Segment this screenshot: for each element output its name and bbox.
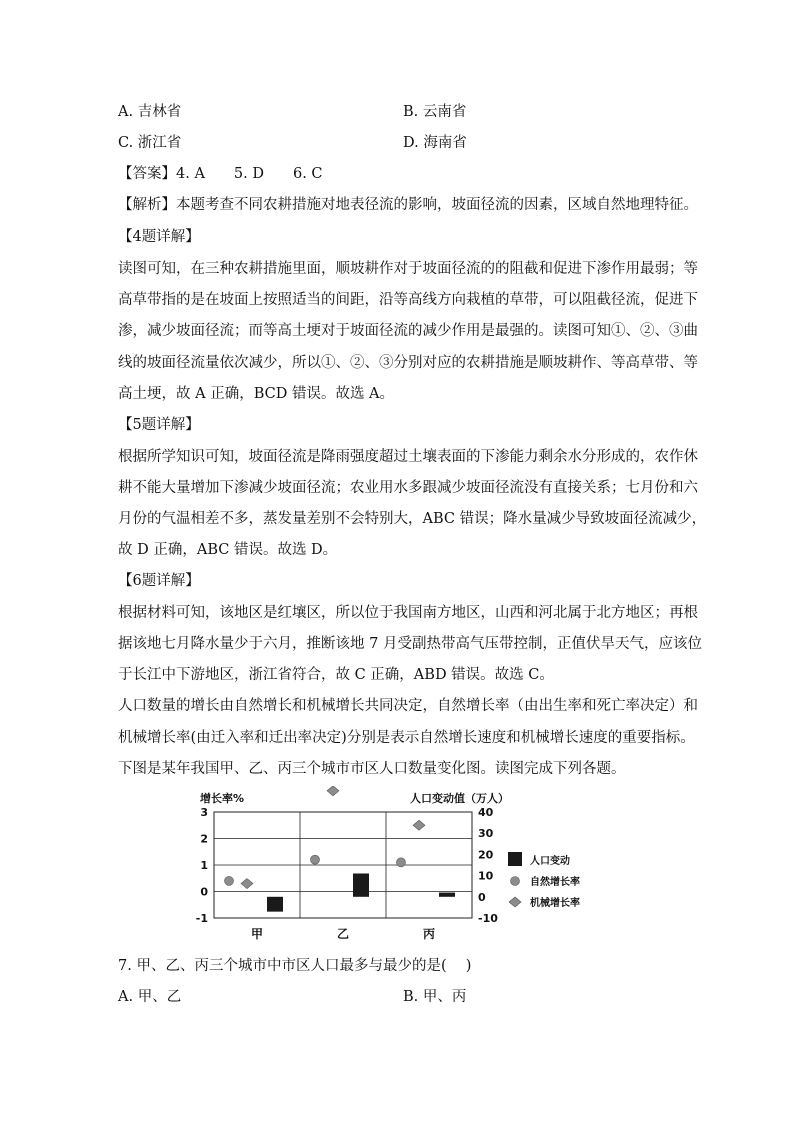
option-d: D. 海南省 xyxy=(403,135,467,151)
intro-line: 机械增长率(由迁入率和迁出率决定)分别是表示自然增长速度和机械增长速度的重要指标。 xyxy=(118,730,695,746)
q5-line: 根据所学知识可知，坡面径流是降雨强度超过土壤表面的下渗能力剩余水分形成的，农作休 xyxy=(118,449,698,465)
bar-population-change xyxy=(267,897,283,912)
left-tick-label: 1 xyxy=(200,859,208,872)
option-a: A. 吉林省 xyxy=(118,104,182,120)
q5-line: 耕不能大量增加下渗减少坡面径流；农业用水多跟减少坡面径流没有直接关系；七月份和六 xyxy=(118,480,698,496)
point-mechanical-growth xyxy=(413,820,425,830)
intro-line: 下图是某年我国甲、乙、丙三个城市市区人口数量变化图。读图完成下列各题。 xyxy=(118,761,626,777)
q5-line: 故 D 正确，ABC 错误。故选 D。 xyxy=(118,542,338,558)
legend-circle-swatch xyxy=(511,877,520,886)
point-natural-growth xyxy=(225,876,234,885)
right-tick-label: 10 xyxy=(478,869,494,883)
option-c: C. 浙江省 xyxy=(118,135,182,151)
right-tick-label: 30 xyxy=(478,827,494,841)
q7-option-b: B. 甲、丙 xyxy=(403,989,467,1005)
intro-line: 人口数量的增长由自然增长和机械增长共同决定，自然增长率（由出生率和死亡率决定）和 xyxy=(118,698,698,714)
right-tick-label: -10 xyxy=(478,912,498,925)
point-natural-growth xyxy=(397,858,406,867)
right-axis-label: 人口变动值（万人） xyxy=(410,792,509,805)
category-label: 乙 xyxy=(336,927,350,941)
q5-line: 月份的气温相差不多，蒸发量差别不会特别大，ABC 错误；降水量减少导致坡面径流减少， xyxy=(118,511,707,527)
category-label: 甲 xyxy=(250,927,264,941)
left-tick-label: 2 xyxy=(200,832,208,846)
legend-bar-swatch xyxy=(508,852,522,866)
category-label: 丙 xyxy=(422,927,436,941)
q7-stem: 7. 甲、乙、丙三个城市中市区人口最多与最少的是( ) xyxy=(118,958,472,974)
population-change-chart xyxy=(190,786,610,946)
right-tick-label: 0 xyxy=(478,890,486,904)
legend-label: 自然增长率 xyxy=(530,877,580,888)
legend-label: 机械增长率 xyxy=(530,898,580,909)
left-tick-label: 3 xyxy=(200,806,208,819)
right-tick-label: 40 xyxy=(478,806,494,819)
q6-line: 据该地七月降水量少于六月，推断该地 7 月受副热带高气压带控制，正值伏旱天气，应该位 xyxy=(118,636,702,652)
legend-label: 人口变动 xyxy=(530,856,570,867)
left-axis-label: 增长率% xyxy=(200,792,245,805)
point-mechanical-growth xyxy=(327,786,339,796)
legend-diamond-swatch xyxy=(509,897,521,907)
bar-population-change xyxy=(439,893,455,897)
legend xyxy=(508,852,580,909)
q4-line: 读图可知，在三种农耕措施里面，顺坡耕作对于坡面径流的的阻截和促进下渗作用最弱；等 xyxy=(118,261,698,277)
q4-line: 线的坡面径流量依次减少，所以①、②、③分别对应的农耕措施是顺坡耕作、等高草带、等 xyxy=(118,355,698,371)
bar-population-change xyxy=(353,873,369,896)
q7-option-a: A. 甲、乙 xyxy=(118,989,182,1005)
answer-line: 【答案】4. A 5. D 6. C xyxy=(118,166,323,182)
point-mechanical-growth xyxy=(241,879,253,889)
q4-line: 渗，减少坡面径流；而等高土埂对于坡面径流的减少作用是最强的。读图可知①、②、③曲 xyxy=(118,323,698,339)
right-tick-label: 20 xyxy=(478,848,494,862)
point-natural-growth xyxy=(311,855,320,864)
q6-line: 根据材料可知，该地区是红壤区，所以位于我国南方地区，山西和河北属于北方地区；再根 xyxy=(118,605,698,621)
q5-header: 【5题详解】 xyxy=(118,417,200,433)
left-tick-label: -1 xyxy=(195,912,208,925)
q4-line: 高土埂，故 A 正确，BCD 错误。故选 A。 xyxy=(118,386,395,402)
option-b: B. 云南省 xyxy=(403,104,467,120)
plot-area xyxy=(196,786,498,941)
q4-header: 【4题详解】 xyxy=(118,229,200,245)
q4-line: 高草带指的是在坡面上按照适当的间距，沿等高线方向栽植的草带，可以阻截径流，促进下 xyxy=(118,292,698,308)
q6-header: 【6题详解】 xyxy=(118,573,200,589)
left-tick-label: 0 xyxy=(200,885,208,899)
analysis-line: 【解析】本题考查不同农耕措施对地表径流的影响，坡面径流的因素，区域自然地理特征。 xyxy=(118,197,698,213)
q6-line: 于长江中下游地区，浙江省符合，故 C 正确，ABD 错误。故选 C。 xyxy=(118,667,554,683)
